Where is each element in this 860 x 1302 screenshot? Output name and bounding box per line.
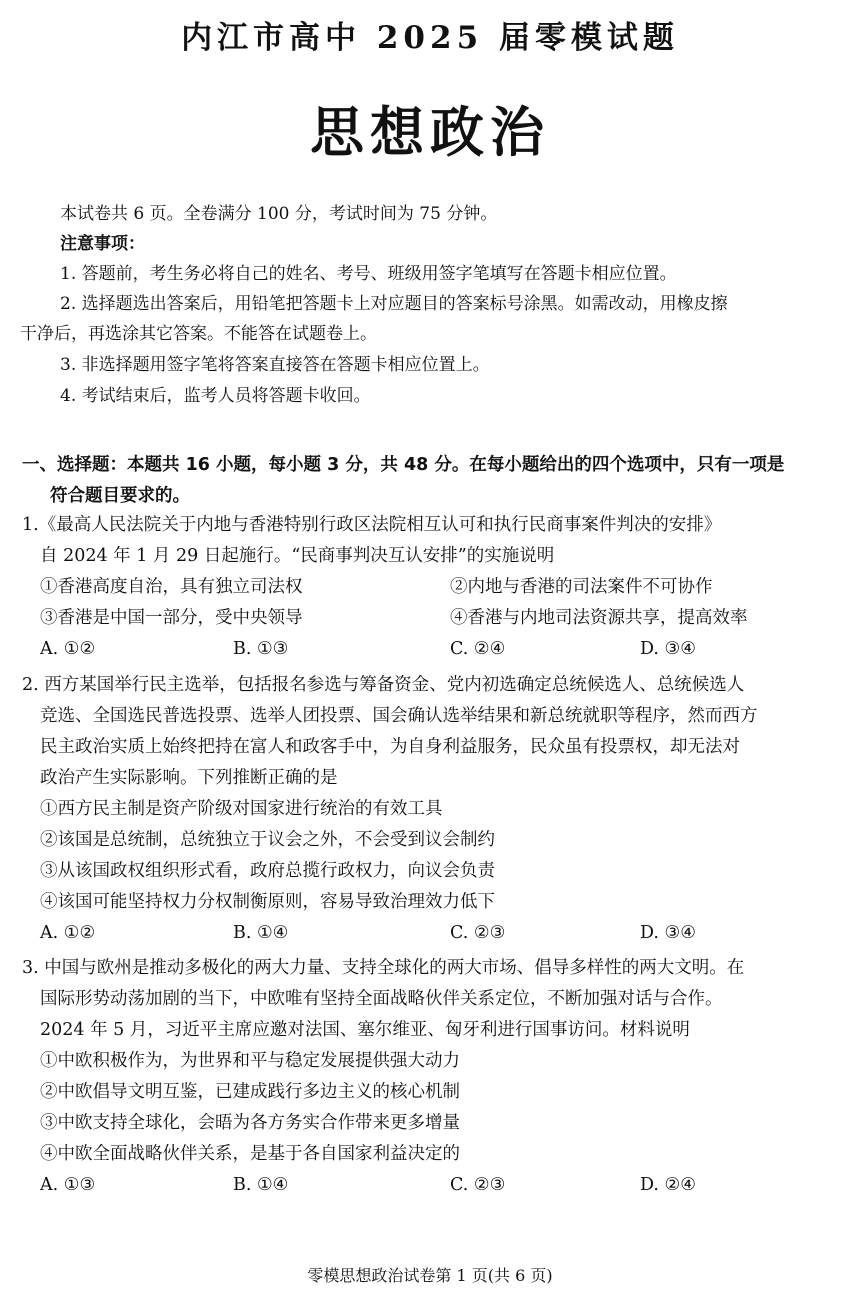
section-heading-line-1: 一、选择题：本题共 16 小题，每小题 3 分，共 48 分。在每小题给出的四个选项中，只有一项是 bbox=[22, 455, 785, 475]
note-4: 4. 考试结束后，监考人员将答题卡收回。 bbox=[60, 386, 371, 406]
q2-stem-line-1: 2. 西方某国举行民主选举，包括报名参选与筹备资金、党内初选确定总统候选人、总统候选人 bbox=[22, 675, 745, 695]
notes-heading: 注意事项： bbox=[60, 234, 145, 254]
q1-stem-line-1: 1.《最高人民法院关于内地与香港特别行政区法院相互认可和执行民商事案件判决的安排》 bbox=[22, 515, 722, 535]
q3-statement-2: ②中欧倡导文明互鉴，已建成践行多边主义的核心机制 bbox=[40, 1082, 460, 1102]
q3-option-c[interactable]: C. ②③ bbox=[450, 1175, 506, 1195]
q3-statement-3: ③中欧支持全球化，会晤为各方务实合作带来更多增量 bbox=[40, 1113, 460, 1133]
q1-statement-3: ③香港是中国一部分，受中央领导 bbox=[40, 608, 303, 628]
exam-intro: 本试卷共 6 页。全卷满分 100 分，考试时间为 75 分钟。 bbox=[60, 204, 498, 224]
section-heading bbox=[22, 450, 844, 512]
q2-option-c[interactable]: C. ②③ bbox=[450, 923, 506, 943]
subject-title: 思想政治 bbox=[310, 100, 550, 164]
q3-statement-1: ①中欧积极作为，为世界和平与稳定发展提供强大动力 bbox=[40, 1051, 460, 1071]
note-1: 1. 答题前，考生务必将自己的姓名、考号、班级用签字笔填写在答题卡相应位置。 bbox=[60, 264, 677, 284]
q2-statement-2: ②该国是总统制，总统独立于议会之外，不会受到议会制约 bbox=[40, 830, 495, 850]
q2-option-d[interactable]: D. ③④ bbox=[640, 923, 696, 943]
note-2-line-1: 2. 选择题选出答案后，用铅笔把答题卡上对应题目的答案标号涂黑。如需改动，用橡皮擦 bbox=[60, 294, 728, 314]
q2-stem-line-3: 民主政治实质上始终把持在富人和政客手中，为自身利益服务，民众虽有投票权，却无法对 bbox=[40, 737, 740, 757]
q2-stem-line-4: 政治产生实际影响。下列推断正确的是 bbox=[40, 768, 338, 788]
section-heading-line-2: 符合题目要求的。 bbox=[50, 486, 190, 506]
q1-statement-1: ①香港高度自治，具有独立司法权 bbox=[40, 577, 303, 597]
q2-stem-line-2: 竞选、全国选民普选投票、选举人团投票、国会确认选举结果和新总统就职等程序，然而西方 bbox=[40, 706, 758, 726]
q1-option-b[interactable]: B. ①③ bbox=[233, 639, 289, 659]
q2-option-a[interactable]: A. ①② bbox=[40, 923, 96, 943]
page-footer: 零模思想政治试卷第 1 页(共 6 页) bbox=[307, 1266, 553, 1285]
q1-option-a[interactable]: A. ①② bbox=[40, 639, 96, 659]
q2-statement-1: ①西方民主制是资产阶级对国家进行统治的有效工具 bbox=[40, 799, 443, 819]
q3-option-a[interactable]: A. ①③ bbox=[40, 1175, 96, 1195]
exam-title: 内江市高中 2025 届零模试题 bbox=[181, 20, 679, 56]
q1-statement-2: ②内地与香港的司法案件不可协作 bbox=[450, 577, 713, 597]
note-2-line-2: 干净后，再选涂其它答案。不能答在试题卷上。 bbox=[20, 324, 377, 344]
q2-option-b[interactable]: B. ①④ bbox=[233, 923, 289, 943]
note-3: 3. 非选择题用签字笔将答案直接答在答题卡相应位置上。 bbox=[60, 355, 490, 375]
q3-stem-line-1: 3. 中国与欧州是推动多极化的两大力量、支持全球化的两大市场、倡导多样性的两大文明。在 bbox=[22, 958, 745, 978]
q3-option-b[interactable]: B. ①④ bbox=[233, 1175, 289, 1195]
q1-stem-line-2: 自 2024 年 1 月 29 日起施行。“民商事判决互认安排”的实施说明 bbox=[40, 546, 555, 566]
q1-option-c[interactable]: C. ②④ bbox=[450, 639, 506, 659]
q3-option-d[interactable]: D. ②④ bbox=[640, 1175, 696, 1195]
q3-stem-line-3: 2024 年 5 月，习近平主席应邀对法国、塞尔维亚、匈牙利进行国事访问。材料说明 bbox=[40, 1020, 690, 1040]
q1-option-d[interactable]: D. ③④ bbox=[640, 639, 696, 659]
q1-statement-4: ④香港与内地司法资源共享，提高效率 bbox=[450, 608, 748, 628]
q3-statement-4: ④中欧全面战略伙伴关系，是基于各自国家利益决定的 bbox=[40, 1144, 460, 1164]
q2-statement-4: ④该国可能坚持权力分权制衡原则，容易导致治理效力低下 bbox=[40, 892, 495, 912]
q3-stem-line-2: 国际形势动荡加剧的当下，中欧唯有坚持全面战略伙伴关系定位，不断加强对话与合作。 bbox=[40, 989, 723, 1009]
q2-statement-3: ③从该国政权组织形式看，政府总揽行政权力，向议会负责 bbox=[40, 861, 495, 881]
